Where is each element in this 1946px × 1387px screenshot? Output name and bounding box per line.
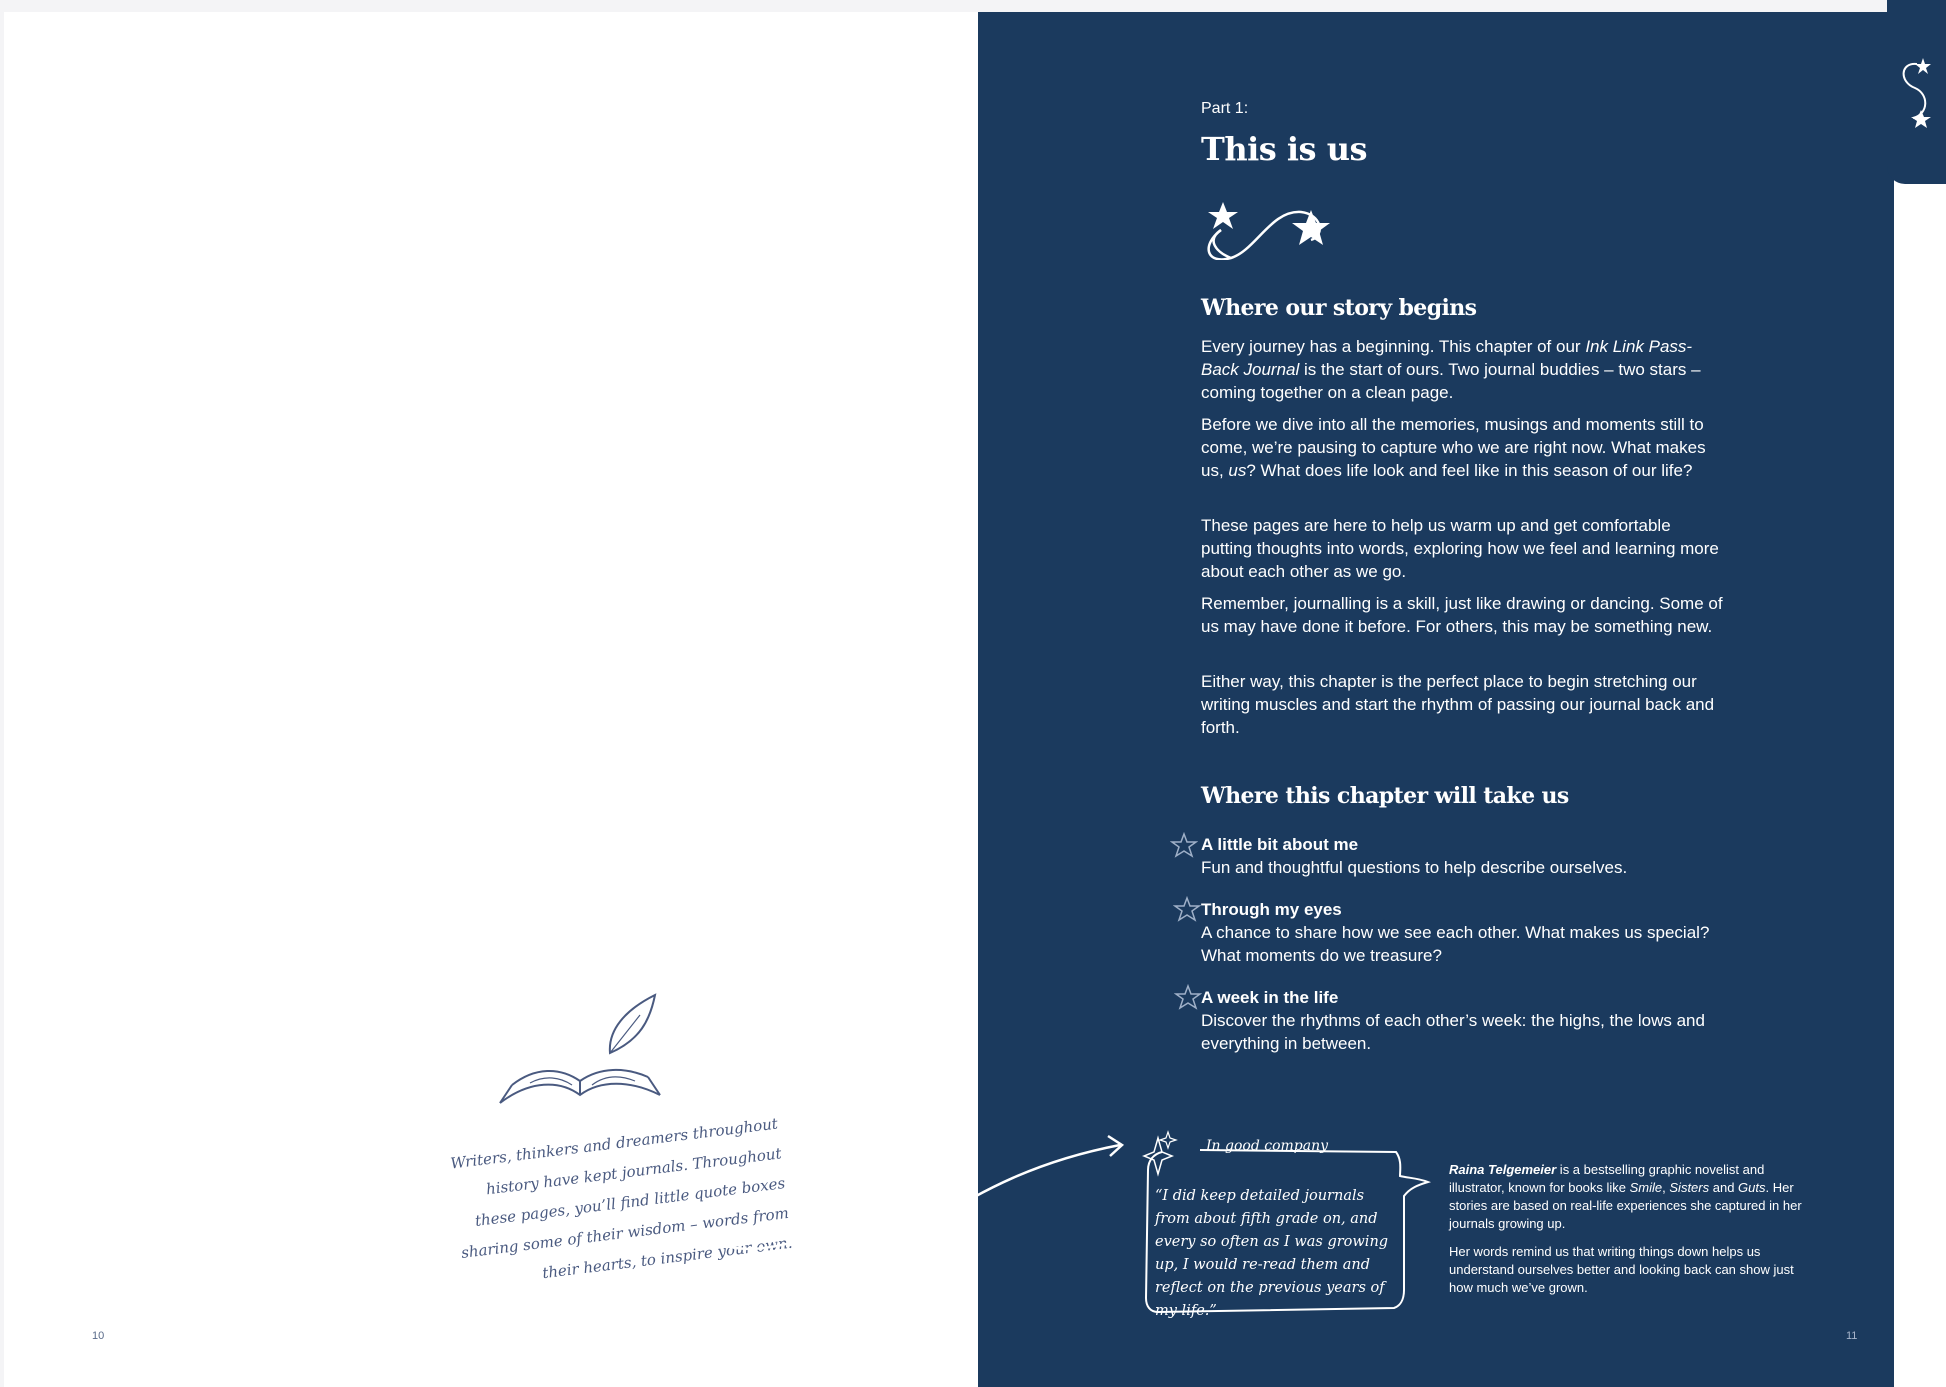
page-title: This is us (1201, 130, 1367, 168)
journal-title: Ink Link Pass-Back Journal (1201, 337, 1693, 379)
chapter-tab-stars-icon (1895, 54, 1935, 134)
book-title: Guts (1738, 1180, 1766, 1195)
p1-text-a: Every journey has a beginning. This chapter of our (1201, 337, 1586, 356)
chapter-item (1201, 833, 1731, 879)
bio-text-c: . Her stories are based on real-life experiences she captured in her journals growing up. (1449, 1180, 1802, 1231)
quote-text: “I did keep detailed journals from about fifth grade on, and every so often as I was growing up, I would re-read them and reflect on the previous years of my life.” (1155, 1188, 1389, 1319)
infinity-stars-icon (1201, 190, 1341, 260)
page-edge (1894, 12, 1946, 1387)
paragraph-2 (1201, 413, 1726, 482)
chapter-item (1201, 898, 1731, 967)
chapter-item-desc: A chance to share how we see each other. What makes us special? What moments do we treasure? (1201, 923, 1710, 965)
bio-text-a: is a bestselling graphic novelist and illustrator, known for books like (1449, 1162, 1765, 1195)
author-bio-2: Her words remind us that writing things down helps us understand ourselves better and looking back can show just how much we’ve grown. (1449, 1244, 1794, 1295)
paragraph-5: Either way, this chapter is the perfect place to begin stretching our writing muscles and start the rhythm of passing our journal back and forth. (1201, 672, 1715, 737)
chapter-item-title: A little bit about me (1201, 835, 1359, 854)
p1-text-c: is the start of ours. Two journal buddies – two stars – coming together on a clean page. (1201, 360, 1701, 402)
chapter-item-desc: Discover the rhythms of each other’s week: the highs, the lows and everything in between. (1201, 1011, 1705, 1053)
chapter-item-title: A week in the life (1201, 988, 1339, 1007)
bio-separator: , (1662, 1180, 1670, 1195)
author-name: Raina Telgemeier (1449, 1162, 1557, 1177)
book-title: Sisters (1669, 1180, 1710, 1195)
bio-separator: and (1709, 1180, 1739, 1195)
star-bullet-icon (1174, 984, 1202, 1012)
page-number-right: 11 (1846, 1330, 1858, 1342)
author-bio (1449, 1161, 1809, 1233)
p2-text-a: Before we dive into all the memories, musings and moments still to come, we’re pausing to capture who we are right now. What makes us, (1201, 415, 1706, 480)
left-page-note: Writers, thinkers and dreamers throughout history have kept journals. Throughout these pages, you’ll find little quote boxes sharing some of their wisdom – words from their hearts, to inspire your own. (449, 1114, 794, 1283)
quote-label: In good company (1206, 1138, 1329, 1154)
chapter-item (1201, 986, 1731, 1055)
book-title: Smile (1629, 1180, 1663, 1195)
part-label: Part 1: (1201, 100, 1249, 117)
connector-arrow-icon (690, 1130, 1140, 1280)
p2-emphasis: us (1228, 461, 1247, 480)
star-bullet-icon (1170, 832, 1198, 860)
paragraph-1 (1201, 335, 1726, 404)
chapter-item-desc: Fun and thoughtful questions to help describe ourselves. (1201, 858, 1628, 877)
book-quill-icon (490, 985, 670, 1115)
paragraph-3: These pages are here to help us warm up and get comfortable putting thoughts into words, exploring how we feel and learning more about each other as we go. (1201, 516, 1719, 581)
chapter-item-title: Through my eyes (1201, 900, 1342, 919)
chapter-tab[interactable] (1887, 0, 1946, 184)
page-number-left: 10 (92, 1330, 105, 1342)
p2-text-c: ? What does life look and feel like in this season of our life? (1246, 461, 1693, 480)
section-heading-chapter: Where this chapter will take us (1201, 783, 1569, 809)
star-bullet-icon (1173, 896, 1201, 924)
section-heading-story: Where our story begins (1201, 295, 1477, 321)
paragraph-4: Remember, journalling is a skill, just like drawing or dancing. Some of us may have done it before. For others, this may be something new. (1201, 594, 1723, 636)
